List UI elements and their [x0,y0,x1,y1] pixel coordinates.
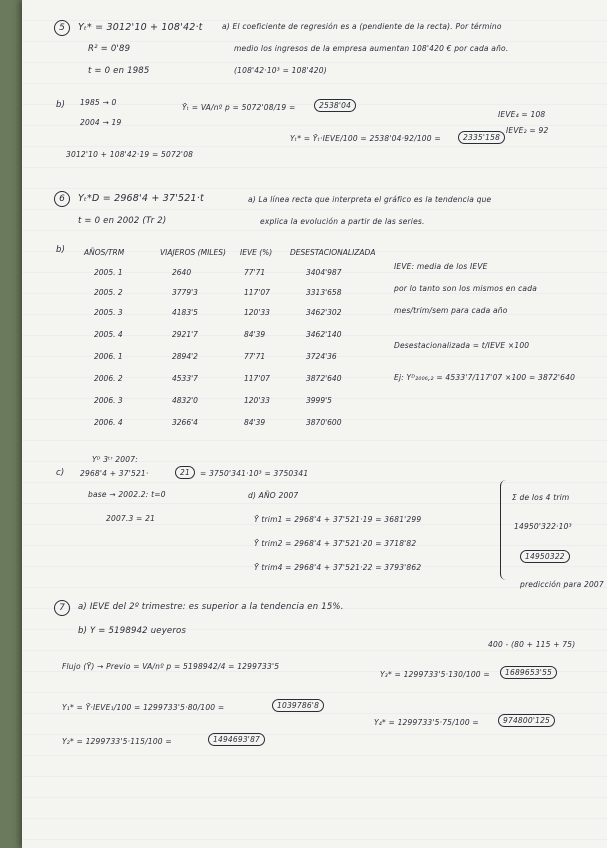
table-row [84,352,379,372]
table-cell: 2005. 2 [94,288,123,297]
s7-y2: Y₂* = 1299733'5·115/100 = [62,737,172,746]
table-row [84,330,379,350]
s5-answer-a-line2: medio los ingresos de la empresa aumentan 108'420 € por cada año. [234,44,509,53]
s6-prediction-label: predicción para 2007 [520,580,604,589]
table-cell: 3462'302 [306,308,342,317]
s6-c-result: = 3750'341·10³ = 3750341 [200,469,309,478]
s5-b-2004: 2004 → 19 [80,118,122,127]
s7-y4-result: 974800'125 [498,714,555,727]
table-cell: 117'07 [244,374,270,383]
s5-ieve2: IEVE₂ = 92 [506,126,549,135]
s6-d-label: d) AÑO 2007 [248,491,299,500]
s6-d-trim4: Ȳ trim4 = 2968'4 + 37'521·22 = 3793'862 [254,563,422,572]
table-cell: 2921'7 [172,330,198,339]
table-cell: 77'71 [244,352,266,361]
s6-sum-circled: 14950322 [520,550,570,563]
table-cell: 4533'7 [172,374,198,383]
s6-desest-formula: Desestacionalizada = t/IEVE ×100 [394,341,530,350]
s5-b-1985: 1985 → 0 [80,98,117,107]
s6-d-trim1: Ȳ trim1 = 2968'4 + 37'521·19 = 3681'299 [254,515,422,524]
s7-y3: Y₃* = 1299733'5·130/100 = [380,670,490,679]
table-cell: 4832'0 [172,396,198,405]
s5-answer-a-line1: a) El coeficiente de regresión es a (pendiente de la recta). Por término [222,22,502,31]
exercise-number-7: 7 [54,600,70,616]
s6-answer-a-line2: explica la evolución a partir de las series. [260,217,425,226]
table-row [84,288,379,308]
table-cell: 117'07 [244,288,270,297]
table-cell: 120'33 [244,308,270,317]
s7-answer-b: b) Y = 5198942 ueyeros [78,626,187,636]
s6-note-line2: por lo tanto son los mismos en cada [394,284,537,293]
s6-c-base: base → 2002.2: t=0 [88,490,166,499]
table-cell: 2006. 3 [94,396,123,405]
s7-y3-result: 1689653'55 [500,666,557,679]
table-header: VIAJEROS (MILES) [160,248,226,257]
table-cell: 2640 [172,268,192,277]
s7-flujo: Flujo (Ȳ) → Previo = VA/nº p = 5198942/4 = 1299733'5 [62,662,280,671]
table-row [84,374,379,394]
table-cell: 77'71 [244,268,266,277]
table-cell: 3870'600 [306,418,342,427]
table-header: IEVE (%) [240,248,273,257]
table-cell: 2005. 4 [94,330,123,339]
table-cell: 2005. 3 [94,308,123,317]
s7-y1-result: 1039786'8 [272,699,324,712]
s7-answer-a: a) IEVE del 2º trimestre: es superior a la tendencia en 15%. [78,602,344,612]
table-header-row [84,248,379,268]
s6-c-equation: 2968'4 + 37'521· [80,469,149,478]
table-cell: 3266'4 [172,418,198,427]
s5-ieve1: IEVE₄ = 108 [498,110,546,119]
table-cell: 3462'140 [306,330,342,339]
curly-brace [500,480,509,580]
table-cell: 2006. 1 [94,352,123,361]
table-cell: 2894'2 [172,352,198,361]
exercise-number-5: 5 [54,20,70,36]
s5-ye-result: 2335'158 [458,131,505,144]
table-cell: 3779'3 [172,288,198,297]
s5-t0: t = 0 en 1985 [88,66,150,76]
table-row [84,268,379,288]
s7-ieve3-calc: 400 - (80 + 115 + 75) [488,640,576,649]
s5-ye: Yₜ* = Ȳₜ·IEVE/100 = 2538'04·92/100 = [290,134,441,143]
s6-c-t-value: 21 [175,466,195,479]
table-cell: 120'33 [244,396,270,405]
s5-b-label: b) [56,100,66,110]
table-cell: 3872'640 [306,374,342,383]
s7-y2-result: 1494693'87 [208,733,265,746]
s6-equation: Yₜ*D = 2968'4 + 37'521·t [78,193,204,204]
table-row [84,418,379,438]
table-cell: 3404'987 [306,268,342,277]
s6-sum-value: 14950'322·10³ [514,522,572,531]
table-cell: 3724'36 [306,352,337,361]
s5-yt: Ȳₜ = VA/nº p = 5072'08/19 = [182,103,296,112]
table-cell: 2006. 2 [94,374,123,383]
s6-d-trim2: Ȳ trim2 = 2968'4 + 37'521·20 = 3718'82 [254,539,417,548]
s6-note-line3: mes/trim/sem para cada año [394,306,508,315]
s5-r2: R² = 0'89 [88,44,131,54]
s7-y1: Y₁* = Ȳ·IEVE₁/100 = 1299733'5·80/100 = [62,703,225,712]
table-header: DESESTACIONALIZADA [290,248,376,257]
s6-t0: t = 0 en 2002 (Tr 2) [78,216,167,226]
table-header: AÑOS/TRM [84,248,125,257]
s6-c-label: c) [56,468,65,478]
table-cell: 4183'5 [172,308,198,317]
table-cell: 3313'658 [306,288,342,297]
s5-yt-result: 2538'04 [314,99,356,112]
s5-answer-a-line3: (108'42·10³ = 108'420) [234,66,327,75]
s5-equation: Yₜ* = 3012'10 + 108'42·t [78,22,203,33]
table-cell: 2006. 4 [94,418,123,427]
table-cell: 2005. 1 [94,268,123,277]
s7-y4: Y₄* = 1299733'5·75/100 = [374,718,479,727]
s6-c-2007: 2007.3 = 21 [106,514,156,523]
worksheet-page [22,0,607,848]
s5-b-calc: 3012'10 + 108'42·19 = 5072'08 [66,150,194,159]
table-row [84,308,379,328]
s6-b-label: b) [56,245,66,255]
table-cell: 84'39 [244,330,266,339]
s6-sum-label: Σ de los 4 trim [512,493,570,502]
table-row [84,396,379,416]
exercise-number-6: 6 [54,191,70,207]
s6-c-heading: Yᴰ 3ᵗʳ 2007: [92,455,138,464]
s6-note-line1: IEVE: media de los IEVE [394,262,488,271]
s6-answer-a-line1: a) La línea recta que interpreta el gráfico es la tendencia que [248,195,492,204]
s6-example: Ej: Yᴰ₂₀₀₆,₂ = 4533'7/117'07 ×100 = 3872'640 [394,373,576,382]
table-cell: 3999'5 [306,396,332,405]
table-cell: 84'39 [244,418,266,427]
